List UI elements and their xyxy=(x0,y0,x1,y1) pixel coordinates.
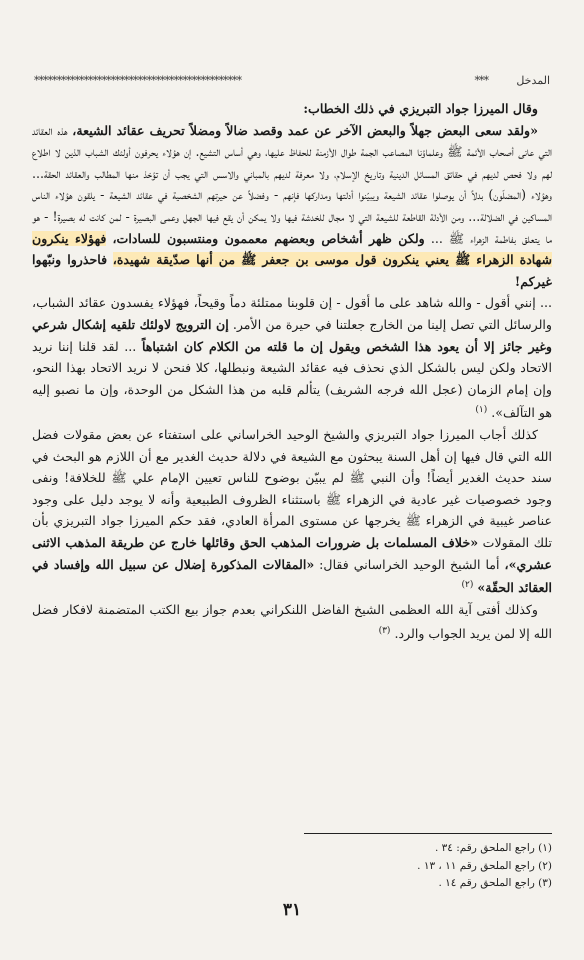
page-body xyxy=(32,98,552,644)
paragraph-fatwa-1 xyxy=(32,424,552,599)
running-header xyxy=(34,74,550,94)
note-ref-2: (٢) xyxy=(461,580,474,591)
footnotes xyxy=(32,840,552,893)
note-ref-3: (٣) xyxy=(378,625,391,636)
header-stars-right: *** xyxy=(474,74,488,87)
header-title: المدخل xyxy=(516,74,550,87)
paragraph-body-2: أما الشيخ الوحيد الخراساني فقال: xyxy=(319,556,500,572)
intro-line: وقال الميرزا جواد التبريزي في ذلك الخطاب: xyxy=(303,101,538,116)
quote-bold-3: إن الترويج لاولئك تلقيه إشكال شرعي وغير جائز إلا أن يعود هذا الشخص ويقول إن ما قلته من الكلام كان اشتباهاً xyxy=(32,316,552,354)
quote-paragraph-2 xyxy=(32,292,552,424)
quote-lead: «ولقد سعى البعض جهلاً والبعض الآخر عن عمد وقصد ضالاً ومضلاً تحريف عقائد الشيعة، xyxy=(72,122,538,138)
paragraph-fatwa-2 xyxy=(32,599,552,644)
quote-bold-4: «خلاف المسلمات بل ضرورات المذهب الحق وقائلها خارج عن طريقة المذهب الاثنى عشري»، xyxy=(32,535,553,572)
quote-paragraph-1 xyxy=(32,120,552,293)
quote-body: هذه العقائد التي عانى أصحاب الأئمة ﷺ وعلماؤنا المصاعب الجمة طوال الأزمنة للحفاظ عليها، وهي أساس التشيع. إن هؤلاء يحرفون أولئك الشباب الذين لا اطلاع لهم ولا فحص لديهم في حقائق المسائل الدينية وتاريخ الإسلام، ولا معرفة لديهم بالمباني والاسس التي يجب أن تؤخذ منها المطالب والعقائد الحقة... وهؤلاء (المضلّون) بدلاً أن يوصلوا عقائد الشيعة ويبيّنوا أدلتها ومداركها فإنهم - وفضلاً عن حيرتهم الشخصية في عقائد الشيعة - يلقون هؤلاء الناس المساكين في الضلالة... ومن الأدلة القاطعة للشيعة التي لا مجال للخدشة فيها ولا يمكن أن يقع فيها الجهل وعمى البصيرة - لمن كانت له بصيرة! - هو ما يتعلق بفاطمة الزهراء ﷺ ... xyxy=(32,122,552,246)
header-stars-left: ********************************************** xyxy=(34,74,241,87)
note-ref-1: (١) xyxy=(475,405,488,416)
quote-bold-2: فاحذروا ونبّهوا غيركم! xyxy=(32,252,552,289)
paragraph-body-3: وكذلك أفتى آية الله العظمى الشيخ الفاضل اللنكراني بعدم جواز بيع الكتب المتضمنة لافكار فضل الله إلا لمن يريد الجواب والرد. xyxy=(32,602,552,641)
footnote-divider xyxy=(304,833,552,834)
footnote-1: (١) راجع الملحق رقم: ٣٤ . xyxy=(434,842,552,854)
quote-body-2: ... إنني أقول - والله شاهد على ما أقول - إن قلوبنا ممتلئة دماً وقيحاً، فهؤلاء يفسدون عقائد الشباب، والرسائل التي تصل إلينا من الخارج جعلتنا في حيرة من الأمر. xyxy=(32,295,552,332)
highlighted-passage: فهؤلاء ينكرون شهادة الزهراء ﷺ يعني ينكرون قول موسى بن جعفر ﷺ من أنها صدّيقة شهيدة، xyxy=(32,230,552,268)
footnote-3: (٣) راجع الملحق رقم ١٤ . xyxy=(438,877,552,889)
page-number: ٣١ xyxy=(282,900,302,920)
quote-bold-1: ولكن ظهر أشخاص وبعضهم معممون ومنتسبون للسادات، xyxy=(112,230,425,246)
footnote-2: (٢) راجع الملحق رقم ١١ ، ١٣ . xyxy=(417,859,552,872)
paragraph-body: كذلك أجاب الميرزا جواد التبريزي والشيخ الوحيد الخراساني على استفتاء عن بعض مقولات فضل الله التي قال فيها إن أهل السنة يبحثون مع الشيعة في دلالة حديث الغدير مع أن اللازم هو البحث في سند حديث الغدير أيضاً! وأن النبي ﷺ لم يبيّن بوضوح للناس تعيين الإمام علي ﷺ للخلافة! ونفى وجود خصوصيات غير عادية في الزهراء ﷺ باستثناء الظروف الطبيعية وأنه لا يوجد دليل على وجود عناصر غيبية في الزهراء ﷺ يخرجها عن مستوى المرأة العادي، فقد حكم الميرزا جواد التبريزي بأن تلك المقولات xyxy=(32,427,552,551)
quote-bold-5: «المقالات المذكورة إضلال عن سبيل الله وإفساد في العقائد الحقّة» xyxy=(32,556,552,596)
quote-body-3: ... لقد قلنا إننا نريد الاتحاد ولكن ليس بالشكل الذي نحذف فيه عقائد الشيعة ونبطلها، كلا فنحن لا نريد الاتحاد بهذا النحو، وإن إمام الزمان (عجل الله فرجه الشريف) يتألم قلبه من هذا الشكل من الوحدة، وإن ما نصبو إليه هو التآلف». xyxy=(32,338,552,421)
